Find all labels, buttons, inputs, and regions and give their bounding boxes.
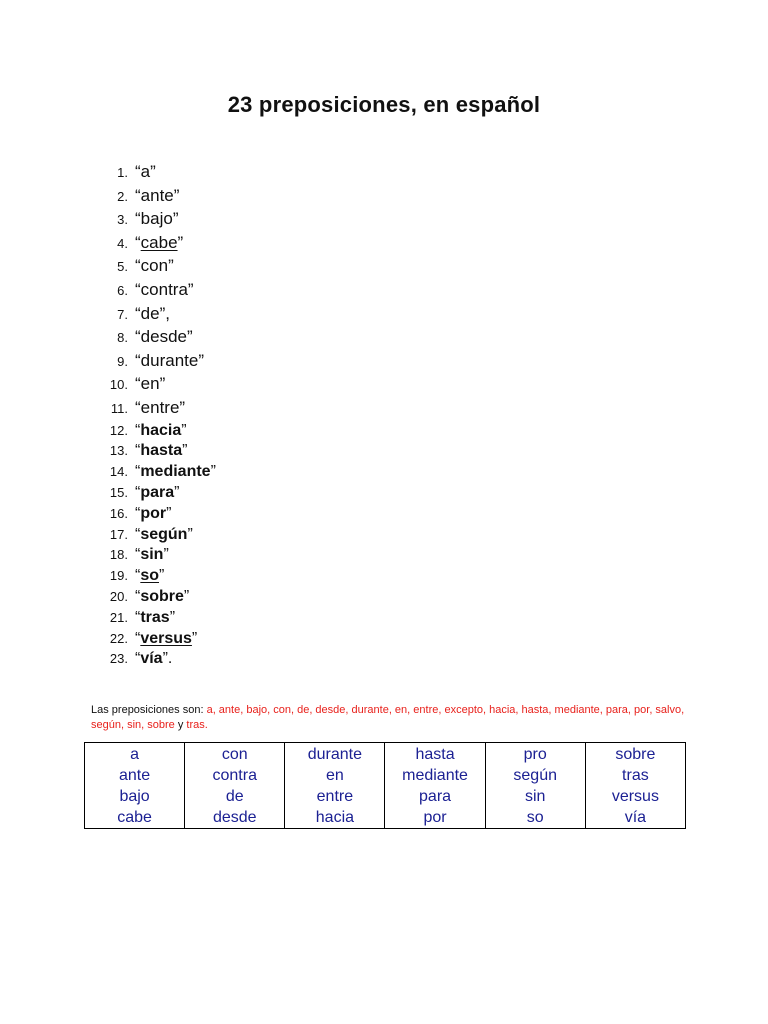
cell-word: para	[419, 788, 452, 805]
paragraph-lead: Las preposiciones son:	[91, 704, 207, 716]
item-word: por	[140, 504, 167, 522]
cell-word: so	[526, 809, 544, 826]
item-word: con	[140, 256, 169, 276]
list-item	[100, 650, 216, 671]
item-number: 7.	[117, 306, 128, 322]
cell-word: por	[423, 809, 447, 826]
item-number: 12.	[109, 422, 128, 438]
open-quote: “	[135, 303, 141, 323]
preposition-table	[84, 742, 686, 829]
close-quote: ”	[187, 279, 194, 299]
open-quote: “	[135, 525, 141, 543]
close-quote: ”	[210, 463, 216, 481]
close-quote: ”.	[162, 650, 173, 668]
list-item	[100, 256, 216, 280]
item-word: sin	[140, 546, 164, 564]
item-word: hacia	[140, 421, 182, 439]
close-quote: ”	[181, 421, 187, 439]
open-quote: “	[135, 162, 141, 181]
close-quote: ”	[191, 629, 198, 647]
item-number: 1.	[117, 165, 128, 180]
item-number: 22.	[109, 630, 128, 646]
table-cell	[485, 743, 585, 829]
item-word: bajo	[140, 209, 173, 229]
item-number: 21.	[109, 609, 128, 625]
list-item	[100, 162, 216, 186]
item-number: 23.	[109, 651, 128, 667]
cell-word: en	[325, 767, 344, 784]
open-quote: “	[135, 350, 141, 370]
list-item	[100, 588, 216, 609]
item-number: 15.	[109, 484, 128, 500]
close-quote: ”	[174, 483, 180, 501]
open-quote: “	[135, 374, 141, 394]
cell-word: tras	[622, 767, 649, 784]
list-item	[100, 327, 216, 351]
list-item	[100, 463, 216, 484]
list-item	[100, 567, 216, 588]
item-number: 10.	[109, 377, 128, 393]
close-quote: ”	[179, 397, 186, 417]
close-quote: ”	[172, 209, 179, 229]
item-word: entre	[140, 397, 180, 417]
item-number: 18.	[109, 547, 128, 563]
close-quote: ”	[183, 587, 190, 605]
paragraph-words: a, ante, bajo, con, de, desde, durante, en, entre, excepto, hacia, hasta, mediante, para, por, salvo, según, sin, sobre	[91, 704, 685, 731]
item-word: desde	[140, 327, 187, 347]
close-quote: ”	[198, 350, 205, 370]
close-quote: ”	[166, 504, 172, 522]
open-quote: “	[135, 397, 141, 417]
item-word: versus	[140, 629, 192, 647]
item-number: 16.	[109, 505, 128, 521]
cell-word: cabe	[117, 809, 152, 826]
item-word: ante	[140, 185, 174, 205]
close-quote: ”	[173, 185, 180, 205]
list-item	[100, 233, 216, 257]
item-number: 14.	[109, 464, 128, 480]
close-quote: ”	[159, 374, 166, 394]
list-item	[100, 398, 216, 422]
paragraph-joiner: y	[174, 719, 187, 731]
item-word: so	[140, 567, 159, 585]
open-quote: “	[135, 442, 141, 460]
summary-paragraph	[91, 703, 691, 733]
cell-word: hacia	[315, 809, 355, 826]
item-word: tras	[140, 608, 170, 626]
cell-word: sobre	[615, 746, 656, 763]
item-word: cabe	[140, 232, 178, 252]
list-item	[100, 484, 216, 505]
cell-word: a	[130, 746, 140, 763]
table-cell	[85, 743, 185, 829]
close-quote: ”	[169, 608, 176, 626]
item-number: 20.	[109, 588, 128, 604]
item-number: 17.	[109, 526, 128, 542]
list-item	[100, 186, 216, 210]
cell-word: pro	[523, 746, 547, 763]
page-title: 23 preposiciones, en español	[227, 92, 541, 117]
table-row	[85, 743, 686, 829]
preposition-list	[100, 162, 216, 671]
cell-word: versus	[611, 788, 659, 805]
item-word: hasta	[140, 442, 183, 460]
open-quote: “	[135, 629, 141, 647]
item-word: durante	[140, 350, 199, 370]
table-cell	[285, 743, 385, 829]
open-quote: “	[135, 650, 141, 668]
open-quote: “	[135, 327, 141, 347]
cell-word: durante	[307, 746, 363, 763]
list-item	[100, 630, 216, 651]
open-quote: “	[135, 483, 141, 501]
cell-word: mediante	[402, 767, 468, 784]
item-word: a	[140, 162, 151, 181]
list-item	[100, 546, 216, 567]
cell-word: contra	[212, 767, 257, 784]
close-quote: ”	[168, 256, 174, 276]
open-quote: “	[135, 421, 141, 439]
item-word: para	[140, 483, 175, 501]
item-word: vía	[140, 650, 163, 668]
list-item	[100, 304, 216, 328]
item-number: 5.	[117, 259, 128, 275]
item-number: 9.	[117, 353, 128, 369]
item-word: de	[140, 303, 160, 323]
list-item	[100, 526, 216, 547]
cell-word: hasta	[415, 746, 455, 763]
table-cell	[385, 743, 485, 829]
item-word: en	[140, 374, 160, 394]
list-item	[100, 351, 216, 375]
item-word: según	[140, 525, 188, 543]
item-number: 2.	[117, 188, 128, 204]
close-quote: ”	[150, 162, 156, 181]
open-quote: “	[135, 463, 141, 481]
cell-word: vía	[624, 809, 647, 826]
open-quote: “	[135, 185, 141, 205]
close-quote: ”	[177, 232, 184, 252]
paragraph-end: .	[204, 719, 208, 731]
table-cell	[585, 743, 685, 829]
item-number: 3.	[117, 212, 128, 228]
list-item	[100, 280, 216, 304]
open-quote: “	[135, 567, 141, 585]
open-quote: “	[135, 546, 141, 564]
cell-word: según	[513, 767, 557, 784]
close-quote: ”	[163, 546, 169, 564]
item-number: 8.	[117, 330, 128, 346]
list-item	[100, 422, 216, 443]
close-quote: ”,	[159, 303, 170, 323]
item-number: 6.	[117, 282, 128, 298]
cell-word: ante	[119, 767, 151, 784]
close-quote: ”	[187, 327, 193, 347]
paragraph-last-word: tras	[186, 719, 205, 731]
open-quote: “	[135, 279, 141, 299]
cell-word: entre	[316, 788, 354, 805]
open-quote: “	[135, 608, 141, 626]
item-number: 13.	[109, 443, 128, 459]
table-cell	[185, 743, 285, 829]
list-item	[100, 442, 216, 463]
item-number: 4.	[117, 235, 128, 251]
item-number: 11.	[110, 400, 128, 416]
item-word: mediante	[140, 463, 211, 481]
open-quote: “	[135, 209, 141, 229]
item-number: 19.	[109, 568, 128, 584]
close-quote: ”	[182, 442, 188, 460]
cell-word: sin	[524, 788, 546, 805]
cell-word: bajo	[119, 788, 150, 805]
cell-word: desde	[212, 809, 257, 826]
item-word: contra	[140, 279, 188, 299]
open-quote: “	[135, 504, 141, 522]
list-item	[100, 209, 216, 233]
list-item	[100, 609, 216, 630]
cell-word: con	[221, 746, 248, 763]
list-item	[100, 505, 216, 526]
list-item	[100, 374, 216, 398]
close-quote: ”	[159, 567, 165, 585]
open-quote: “	[135, 232, 141, 252]
open-quote: “	[135, 256, 141, 276]
close-quote: ”	[187, 525, 193, 543]
open-quote: “	[135, 587, 141, 605]
cell-word: de	[225, 788, 244, 805]
item-word: sobre	[140, 587, 184, 605]
